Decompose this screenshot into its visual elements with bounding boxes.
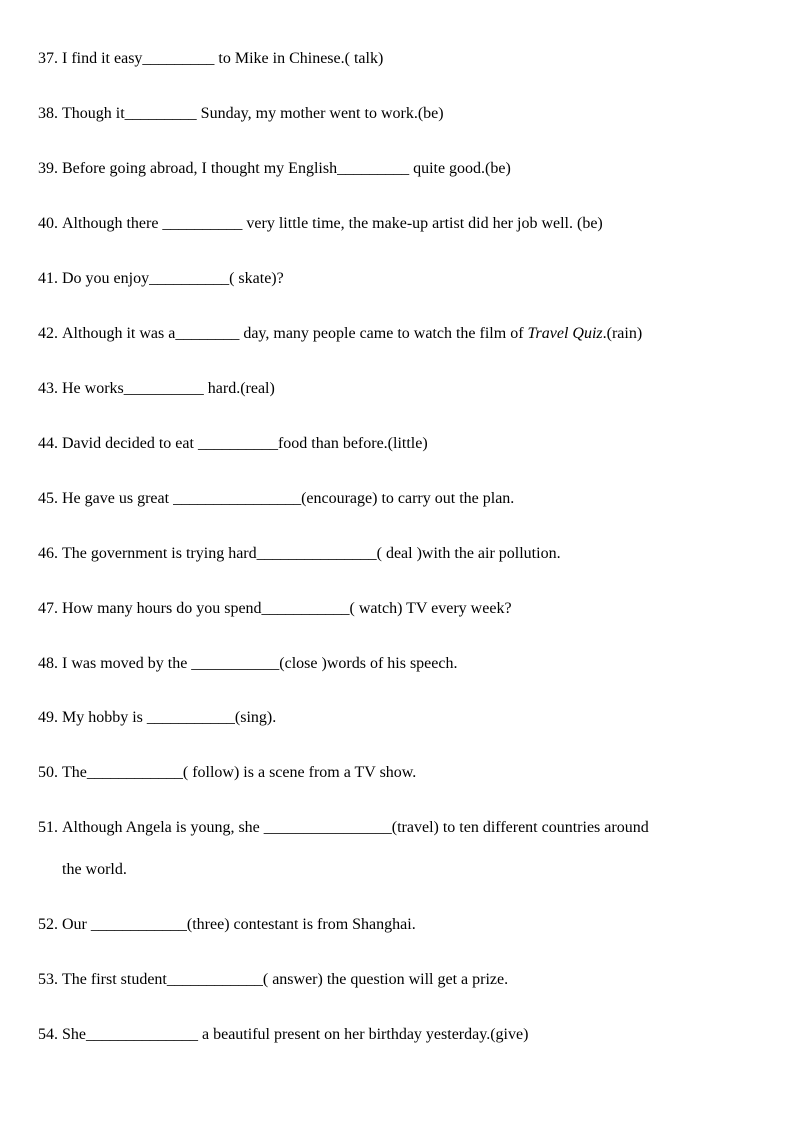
question-text: The government is trying hard_______________( deal )with the air pollution. — [62, 545, 561, 562]
question-number: 51. — [38, 819, 58, 836]
question-51-continuation — [38, 860, 762, 880]
question-number: 37. — [38, 50, 58, 67]
question-number: 42. — [38, 325, 58, 342]
question-44 — [38, 434, 762, 454]
question-text: My hobby is ___________(sing). — [62, 709, 277, 726]
question-53 — [38, 970, 762, 990]
question-number: 45. — [38, 490, 58, 507]
question-43 — [38, 379, 762, 399]
question-number: 47. — [38, 600, 58, 617]
question-45 — [38, 489, 762, 509]
question-text-after: .(rain) — [602, 325, 643, 342]
question-54 — [38, 1025, 762, 1045]
question-41 — [38, 269, 762, 289]
question-42 — [38, 324, 762, 344]
question-text: David decided to eat __________food than before.(little) — [62, 435, 428, 452]
question-number: 39. — [38, 160, 58, 177]
question-number: 43. — [38, 380, 58, 397]
question-48 — [38, 654, 762, 674]
question-40 — [38, 214, 762, 234]
question-46 — [38, 544, 762, 564]
question-number: 40. — [38, 215, 58, 232]
question-39 — [38, 159, 762, 179]
question-number: 54. — [38, 1026, 58, 1043]
question-text: She______________ a beautiful present on her birthday yesterday.(give) — [62, 1026, 529, 1043]
question-text: Although there __________ very little time, the make-up artist did her job well. (be) — [62, 215, 603, 232]
question-text: How many hours do you spend___________( watch) TV every week? — [62, 600, 512, 617]
question-text: The first student____________( answer) the question will get a prize. — [62, 971, 509, 988]
question-number: 48. — [38, 655, 58, 672]
question-text-before: Although it was a________ day, many people came to watch the film of — [62, 325, 528, 342]
question-52 — [38, 915, 762, 935]
question-text: Although Angela is young, she ________________(travel) to ten different countries around — [62, 819, 649, 836]
question-text: I find it easy_________ to Mike in Chinese.( talk) — [62, 50, 384, 67]
question-text: He gave us great ________________(encourage) to carry out the plan. — [62, 490, 515, 507]
question-text-continued: the world. — [62, 861, 127, 878]
question-number: 38. — [38, 105, 58, 122]
film-title: Travel Quiz — [527, 325, 603, 342]
question-number: 46. — [38, 545, 58, 562]
question-text: Though it_________ Sunday, my mother went to work.(be) — [62, 105, 444, 122]
question-text: The____________( follow) is a scene from a TV show. — [62, 764, 417, 781]
question-text: I was moved by the ___________(close )words of his speech. — [62, 655, 458, 672]
question-number: 52. — [38, 916, 58, 933]
question-37 — [38, 49, 762, 69]
question-text: He works__________ hard.(real) — [62, 380, 275, 397]
question-text: Before going abroad, I thought my English_________ quite good.(be) — [62, 160, 511, 177]
question-number: 50. — [38, 764, 58, 781]
question-50 — [38, 763, 762, 783]
question-text: Do you enjoy__________( skate)? — [62, 270, 284, 287]
question-47 — [38, 599, 762, 619]
question-49 — [38, 708, 762, 728]
question-number: 53. — [38, 971, 58, 988]
question-number: 49. — [38, 709, 58, 726]
question-38 — [38, 104, 762, 124]
question-text: Our ____________(three) contestant is from Shanghai. — [62, 916, 416, 933]
question-51 — [38, 818, 762, 838]
question-number: 44. — [38, 435, 58, 452]
question-number: 41. — [38, 270, 58, 287]
